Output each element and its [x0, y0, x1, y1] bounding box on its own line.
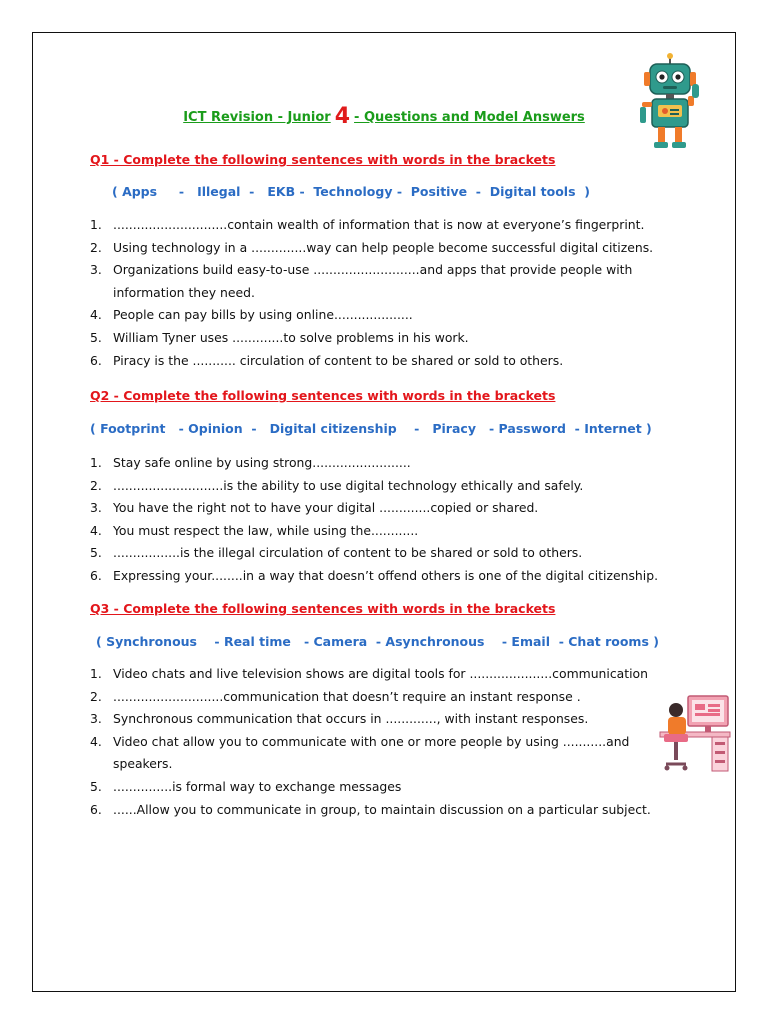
q2-word-bank: ( Footprint - Opinion - Digital citizenship - Piracy - Password - Internet )	[90, 421, 652, 436]
list-item: 4. You must respect the law, while using the............	[90, 522, 419, 538]
list-item: 6. Piracy is the ........... circulation of content to be shared or sold to others.	[90, 352, 564, 368]
robot-icon	[636, 52, 704, 152]
list-item: 4. Video chat allow you to communicate with one or more people by using ...........and speakers.	[90, 733, 630, 772]
list-item: 4. People can pay bills by using online....................	[90, 307, 413, 323]
title-prefix: ICT Revision - Junior	[183, 110, 331, 125]
list-item: 6. Expressing your........in a way that doesn’t offend others is one of the digital citizenship.	[90, 567, 659, 583]
list-item: 2. ............................is the ability to use digital technology ethically and safely.	[90, 477, 584, 493]
list-item: 3. You have the right not to have your digital .............copied or shared.	[90, 500, 539, 516]
list-item: 5. .................is the illegal circulation of content to be shared or sold to others.	[90, 545, 583, 561]
list-item: 5. ...............is formal way to exchange messages	[90, 778, 402, 794]
title-number: 4	[334, 104, 351, 129]
q1-list	[90, 214, 690, 372]
q3-word-bank: ( Synchronous - Real time - Camera - Asynchronous - Email - Chat rooms )	[96, 634, 659, 649]
computer-desk-icon	[658, 692, 732, 780]
list-item: 1. .............................contain wealth of information that is now at everyone’s fingerprint.	[90, 217, 645, 232]
q3-list	[90, 663, 650, 821]
title-suffix: - Questions and Model Answers	[354, 110, 585, 125]
list-item: 2. ............................communication that doesn’t require an instant response .	[90, 688, 581, 704]
page-title	[0, 104, 768, 129]
list-item: 2. Using technology in a ..............way can help people become successful digital citizens.	[90, 239, 654, 255]
list-item: 1. Stay safe online by using strong.........................	[90, 455, 411, 470]
q2-list	[90, 452, 690, 588]
list-item: 3. Organizations build easy-to-use ...........................and apps that provide people with information they need.	[90, 262, 633, 300]
q2-heading: Q2 - Complete the following sentences with words in the brackets	[90, 388, 556, 403]
list-item: 6. ......Allow you to communicate in group, to maintain discussion on a particular subject.	[90, 801, 651, 817]
q1-word-bank: ( Apps - Illegal - EKB - Technology - Positive - Digital tools )	[112, 184, 590, 199]
q1-heading: Q1 - Complete the following sentences with words in the brackets	[90, 152, 556, 167]
list-item: 3. Synchronous communication that occurs in ............., with instant responses.	[90, 711, 589, 727]
list-item: 1. Video chats and live television shows are digital tools for .....................communication	[90, 666, 648, 681]
list-item: 5. William Tyner uses .............to solve problems in his work.	[90, 329, 469, 345]
q3-heading: Q3 - Complete the following sentences with words in the brackets	[90, 601, 556, 616]
